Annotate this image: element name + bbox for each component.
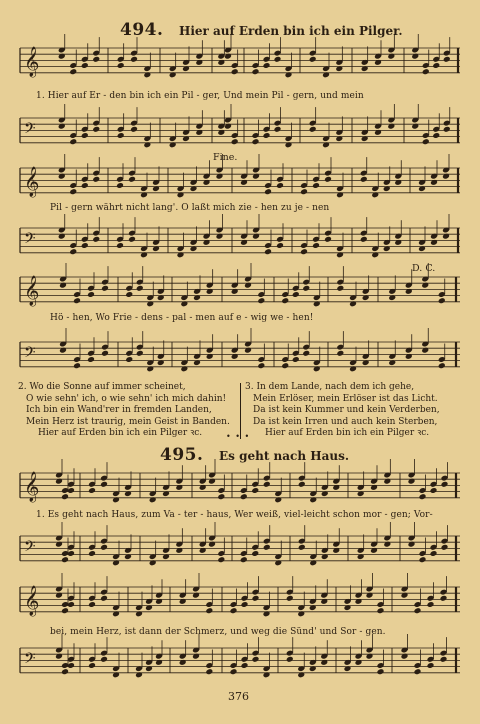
note-head: [312, 242, 320, 249]
note-head: [116, 242, 124, 249]
note-head: [281, 297, 289, 304]
treble-clef-icon: 𝄞: [24, 586, 40, 616]
lyric-line: Pil - gern währt nicht lang'. O laßt mich zie - hen zu je - nen: [50, 203, 330, 213]
note-head: [128, 176, 136, 183]
stanza-divider: [240, 383, 241, 439]
note-head: [87, 291, 95, 298]
note-head: [274, 56, 282, 63]
note-head: [257, 362, 265, 369]
note-head: [292, 356, 300, 363]
note-head: [88, 662, 96, 669]
treble-clef-icon: 𝄞: [24, 47, 40, 77]
note-head: [302, 350, 310, 357]
note-head: [92, 56, 100, 63]
note-head: [61, 493, 69, 500]
note-head: [92, 176, 100, 183]
bass-clef-icon: 𝄢: [24, 120, 36, 141]
stanza-2: [18, 382, 230, 440]
note-head: [298, 481, 306, 488]
note-head: [136, 350, 144, 357]
note-head: [117, 132, 125, 139]
note-head: [441, 544, 449, 551]
note-head: [81, 242, 89, 249]
note-head: [116, 182, 124, 189]
note-head: [217, 493, 225, 500]
note-head: [73, 362, 81, 369]
note-head: [241, 662, 249, 669]
stanza-line: Hier auf Erden bin ich ein Pilger ꝛc.: [265, 428, 430, 439]
stanza-line: Mein Erlöser, mein Erlöser ist das Licht.: [253, 393, 438, 404]
note-head: [264, 188, 272, 195]
note-head: [286, 656, 294, 663]
note-head: [336, 350, 344, 357]
note-head: [81, 62, 89, 69]
note-head: [81, 182, 89, 189]
note-head: [263, 481, 271, 488]
lyric-line: Hö - hen, Wo Frie - dens - pal - men auf e - wig we - hen!: [50, 313, 314, 323]
note-head: [252, 656, 260, 663]
note-head: [125, 291, 133, 298]
stanza-line: Da ist kein Kummer und kein Verderben,: [253, 405, 440, 416]
note-head: [61, 668, 69, 675]
note-head: [88, 601, 96, 608]
note-head: [257, 297, 265, 304]
bass-clef-icon: 𝄢: [24, 650, 36, 671]
note-head: [298, 544, 306, 551]
note-head: [252, 68, 260, 75]
note-head: [440, 595, 448, 602]
note-head: [438, 362, 446, 369]
note-head: [230, 607, 238, 614]
note-head: [251, 550, 259, 557]
note-head: [69, 188, 77, 195]
note-head: [100, 656, 108, 663]
bass-clef-icon: 𝄢: [24, 344, 36, 365]
note-head: [61, 607, 69, 614]
note-head: [377, 668, 385, 675]
note-head: [69, 248, 77, 255]
note-head: [251, 487, 259, 494]
note-head: [88, 550, 96, 557]
hymn-title: Es geht nach Haus.: [218, 449, 350, 463]
hymn-494-heading: [120, 20, 403, 40]
note-head: [240, 493, 248, 500]
stanza-line: Hier auf Erden bin ich ein Pilger ꝛc.: [38, 428, 203, 439]
note-head: [302, 285, 310, 292]
note-head: [432, 62, 440, 69]
hymn-495-heading: [160, 445, 349, 465]
note-head: [205, 668, 213, 675]
note-head: [286, 595, 294, 602]
stanza-line: 3. In dem Lande, nach dem ich gehe,: [245, 382, 415, 392]
separator-dots: • • •: [226, 432, 251, 441]
lyric-line: bei, mein Herz, ist dann der Schmerz, und weg die Sünd' und Sor - gen.: [50, 627, 386, 637]
note-head: [274, 126, 282, 133]
note-head: [87, 356, 95, 363]
note-head: [292, 291, 300, 298]
stanza-line: Da ist kein Irren und auch kein Sterben,: [253, 416, 438, 427]
note-head: [427, 662, 435, 669]
hymn-number: 494.: [120, 20, 164, 40]
note-head: [441, 481, 449, 488]
note-head: [443, 126, 451, 133]
stanza-line: O wie sehn' ich, o wie sehn' ich mich dahin!: [26, 393, 227, 404]
note-head: [125, 356, 133, 363]
hymn-title: Hier auf Erden bin ich ein Pilger.: [178, 24, 403, 38]
note-head: [263, 132, 271, 139]
note-head: [101, 285, 109, 292]
lyric-line: 1. Es geht nach Haus, zum Va - ter - haus, Wer weiß, viel-leicht schon mor - gen; Vor-: [36, 510, 433, 520]
note-head: [231, 68, 239, 75]
note-head: [438, 297, 446, 304]
note-head: [230, 668, 238, 675]
note-head: [252, 138, 260, 145]
note-head: [69, 138, 77, 145]
note-head: [440, 656, 448, 663]
note-head: [128, 236, 136, 243]
note-head: [240, 556, 248, 563]
bass-clef-icon: 𝄢: [24, 230, 36, 251]
note-head: [430, 550, 438, 557]
note-head: [130, 126, 138, 133]
note-head: [419, 556, 427, 563]
da-capo-marking: D. C.: [412, 263, 436, 274]
note-head: [241, 601, 249, 608]
note-head: [264, 248, 272, 255]
lyric-line: 1. Hier auf Er - den bin ich ein Pil - ger, Und mein Pil - gern, und mein: [36, 91, 364, 101]
note-head: [300, 248, 308, 255]
note-head: [427, 601, 435, 608]
note-head: [252, 595, 260, 602]
stanza-line: Ich bin ein Wand'rer in fremden Landen,: [26, 405, 212, 416]
note-head: [276, 182, 284, 189]
note-head: [88, 487, 96, 494]
note-head: [100, 544, 108, 551]
note-head: [419, 493, 427, 500]
note-head: [276, 242, 284, 249]
note-head: [92, 126, 100, 133]
note-head: [443, 56, 451, 63]
fine-marking: Fine.: [213, 152, 238, 163]
note-head: [69, 68, 77, 75]
note-head: [281, 362, 289, 369]
note-head: [263, 544, 271, 551]
note-head: [217, 556, 225, 563]
note-head: [205, 607, 213, 614]
note-head: [309, 126, 317, 133]
bass-clef-icon: 𝄢: [24, 538, 36, 559]
note-head: [100, 481, 108, 488]
note-head: [432, 132, 440, 139]
treble-clef-icon: 𝄞: [24, 276, 40, 306]
note-head: [300, 188, 308, 195]
note-head: [263, 62, 271, 69]
note-head: [312, 182, 320, 189]
note-head: [422, 68, 430, 75]
note-head: [324, 236, 332, 243]
note-head: [309, 56, 317, 63]
note-head: [101, 350, 109, 357]
page-number: 376: [228, 690, 249, 703]
note-head: [117, 62, 125, 69]
note-head: [61, 556, 69, 563]
stanza-3: [245, 382, 440, 440]
note-head: [336, 285, 344, 292]
note-head: [136, 285, 144, 292]
note-head: [377, 607, 385, 614]
treble-clef-icon: 𝄞: [24, 167, 40, 197]
hymn-number: 495.: [160, 445, 204, 465]
note-head: [422, 138, 430, 145]
stanza-line: 2. Wo die Sonne auf immer scheinet,: [18, 382, 186, 392]
note-head: [130, 56, 138, 63]
note-head: [414, 668, 422, 675]
note-head: [324, 176, 332, 183]
note-head: [360, 236, 368, 243]
note-head: [414, 607, 422, 614]
note-head: [231, 138, 239, 145]
treble-clef-icon: 𝄞: [24, 472, 40, 502]
note-head: [100, 595, 108, 602]
note-head: [360, 176, 368, 183]
note-head: [81, 132, 89, 139]
note-head: [73, 297, 81, 304]
stanza-line: Mein Herz ist traurig, mein Geist in Banden.: [26, 416, 230, 427]
note-head: [92, 236, 100, 243]
note-head: [430, 487, 438, 494]
